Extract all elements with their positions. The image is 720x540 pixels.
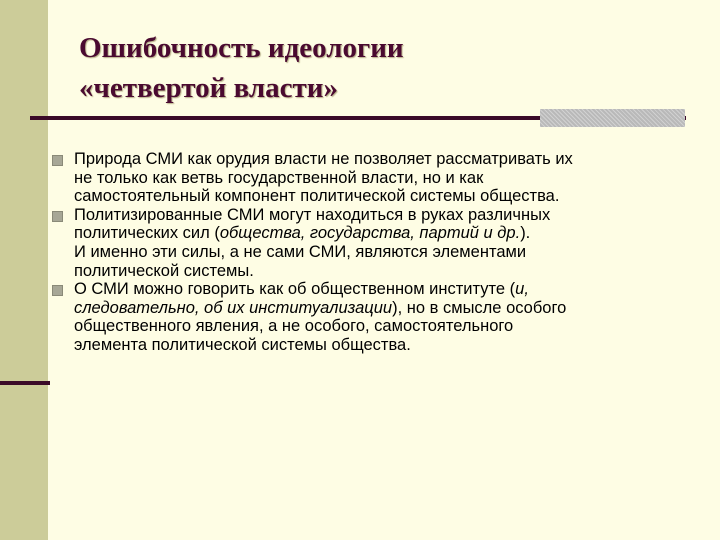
bullet-line: Природа СМИ как орудия власти не позволяет рассматривать их bbox=[74, 150, 573, 168]
bullet-item-1 bbox=[52, 150, 692, 206]
square-bullet-icon bbox=[52, 155, 63, 166]
bullet-line: элемента политической системы общества. bbox=[74, 335, 411, 354]
bullet-line: самостоятельный компонент политической системы общества. bbox=[74, 187, 560, 206]
title-line-2: «четвертой власти» bbox=[79, 72, 338, 104]
bullet-line: И именно эти силы, а не сами СМИ, являются элементами bbox=[74, 242, 527, 261]
bullet-item-3 bbox=[52, 280, 692, 354]
bullet-line: Политизированные СМИ могут находиться в руках различных bbox=[74, 205, 551, 224]
bullet-line bbox=[74, 280, 692, 299]
bullet-line bbox=[74, 224, 692, 243]
bullet-text-segment: политических сил ( bbox=[74, 224, 220, 243]
bullet-italic-segment: общества, государства, партий и др. bbox=[219, 224, 521, 243]
bullet-item-2 bbox=[52, 206, 692, 280]
bullet-text bbox=[74, 206, 692, 280]
bullet-line: политической системы. bbox=[74, 261, 254, 280]
bullet-text-segment: О СМИ можно говорить как об общественном институте ( bbox=[74, 280, 516, 299]
bullet-line: не только как ветвь государственной власти, но и как bbox=[74, 168, 484, 187]
slide-title bbox=[79, 28, 639, 108]
bullet-text-segment: ). bbox=[520, 224, 531, 243]
left-band-divider bbox=[0, 381, 50, 385]
decorative-grey-bar bbox=[540, 109, 685, 127]
square-bullet-icon bbox=[52, 211, 63, 222]
bullet-text-segment: ), но в смысле особого bbox=[392, 298, 567, 317]
bullet-text bbox=[74, 280, 692, 354]
bullet-line: общественного явления, а не особого, самостоятельного bbox=[74, 317, 514, 336]
left-decorative-band bbox=[0, 0, 48, 540]
bullet-line bbox=[74, 299, 692, 318]
square-bullet-icon bbox=[52, 285, 63, 296]
title-line-1: Ошибочность идеологии bbox=[79, 32, 404, 64]
bullet-italic-segment: и, bbox=[515, 280, 529, 299]
bullet-list bbox=[52, 150, 692, 355]
bullet-text bbox=[74, 150, 692, 206]
bullet-italic-segment: следовательно, об их институализации bbox=[74, 298, 393, 317]
